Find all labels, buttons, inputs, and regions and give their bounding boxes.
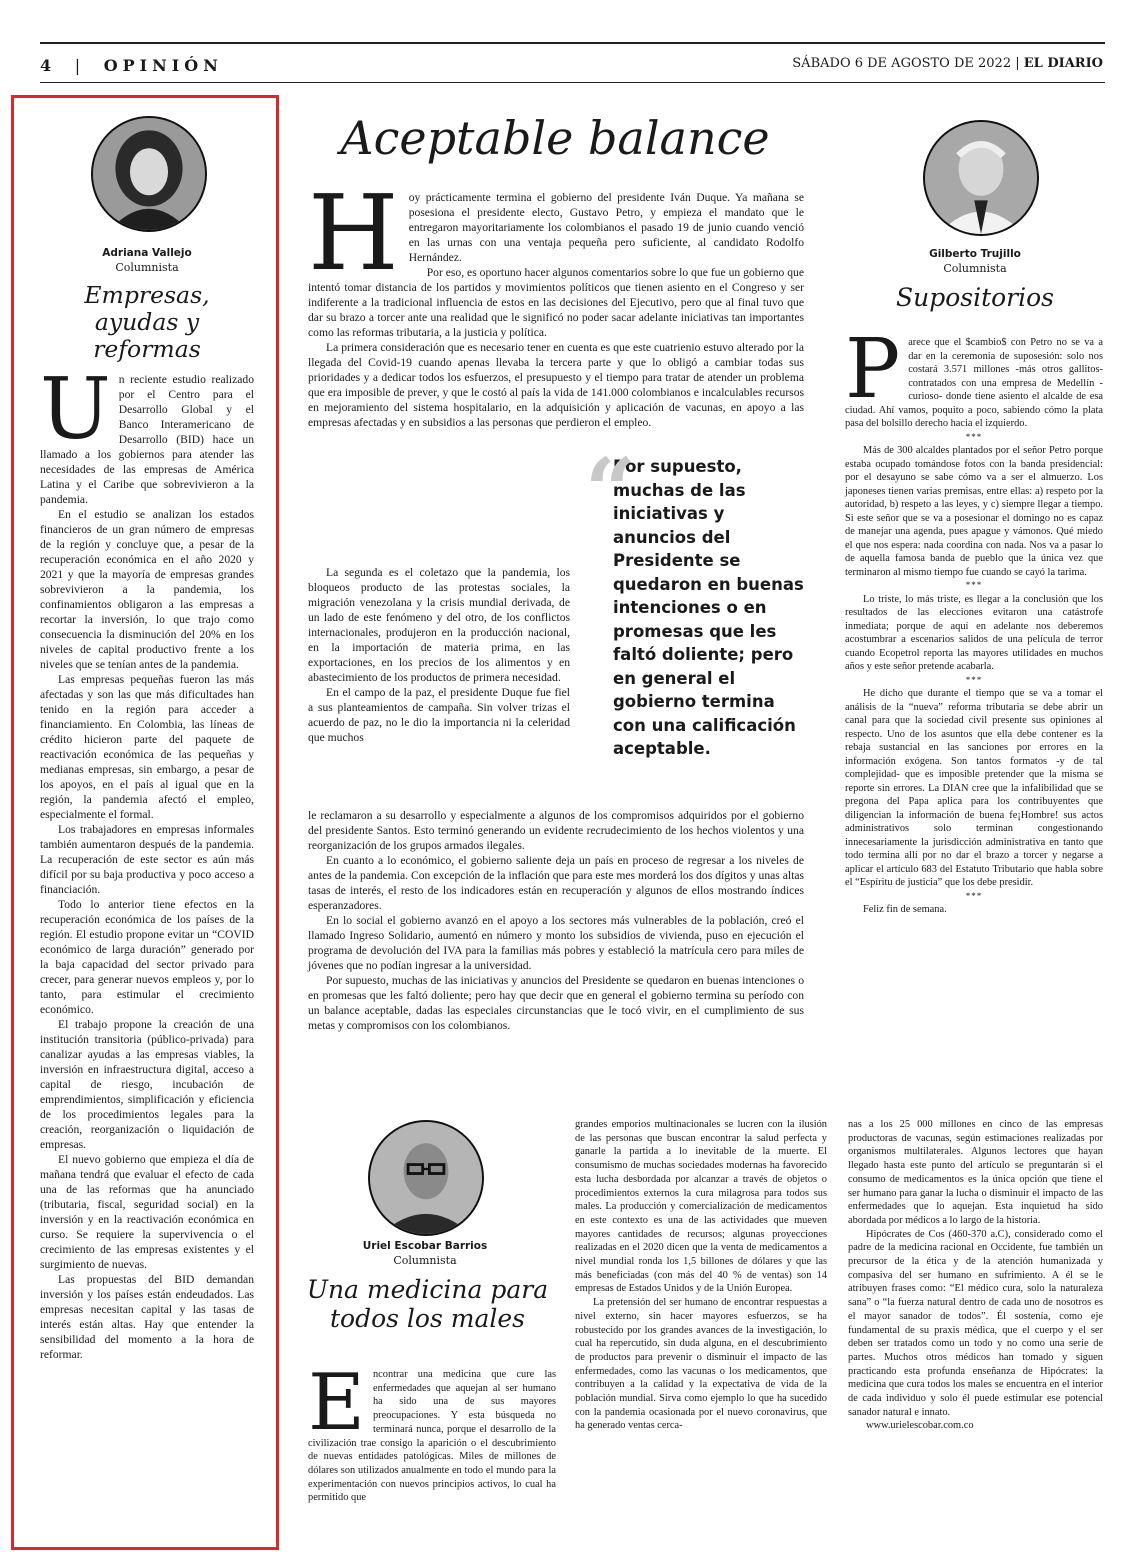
editorial-body-top	[308, 172, 804, 430]
author-name: Gilberto Trujillo	[929, 248, 1021, 260]
column-body	[575, 1118, 827, 1433]
paragraph: En el campo de la paz, el presidente Duque fue fiel a sus planteamientos de campaña. Sin volver trizas el acuerdo de paz, no le dio la importancia ni la celeridad que muchos	[308, 686, 570, 744]
paragraph: grandes emporios multinacionales se lucren con la ilusión de las personas que buscan encontrar la salud perfecta y ganarle la partida a lo inevitable de la muerte. El consumismo de muchas sociedades modernas ha favorecido esta lucha desbordada por alcanzar a través de objetos o procedimientos externos la cura milagrosa para todos sus males. La producción y comercialización de medicamentos en este contexto es una de las actividades que mueven mayores cantidades de recursos; algunas proyecciones realizadas en el 2020 dicen que la venta de medicamentos a nivel mundial ronda los 1,5 billones de dólares y que las más beneficiadas (con más del 40 % de ventas) son 14 empresas de Estados Unidos y de la Unión Europea.	[575, 1119, 827, 1295]
publication-name: EL DIARIO	[1023, 56, 1103, 71]
paragraph: En cuanto a lo económico, el gobierno saliente deja un país en proceso de regresar a los niveles de antes de la pandemia. Con excepción de la inflación que para este mes morderá los dos dígitos y unas altas tasas de interés, el resto de los indicadores están en recuperación y algunos de ellos mostrando índices esperanzadores.	[308, 854, 804, 912]
drop-cap: P	[845, 322, 901, 417]
author-photo-gilberto	[923, 120, 1039, 236]
paragraph: n reciente estudio realizado por el Centro para el Desarrollo Global y el Banco Interamericano de Desarrollo (BID) hace un llamado a los gobiernos para atender las necesidades de las empresas de América Latina y el Caribe que sobrevivieron a la pandemia.	[40, 373, 254, 506]
top-rule	[40, 42, 1105, 44]
section-name: OPINIÓN	[103, 56, 223, 75]
paragraph: El nuevo gobierno que empieza el día de mañana tendrá que evaluar el efecto de cada una de las reformas que ha anunciado (tributaria, fiscal, seguridad social) en la inversión y en la reactivación económica en curso. Se requiere la supervivencia o el crecimiento de las empresas existentes y el surgimiento de nuevas.	[40, 1153, 254, 1271]
editorial-body-bottom	[308, 808, 804, 1033]
separator-stars: ***	[965, 674, 983, 685]
paragraph: En lo social el gobierno avanzó en el apoyo a los sectores más vulnerables de la población, creó el llamado Ingreso Solidario, aumentó en número y monto los subsidios de vivienda, puso en ejecución el programa de devolución del IVA para la familias más pobres y estableció la matrícula cero para miles de jóvenes que no podían ingresar a la universidad.	[308, 914, 804, 972]
author-name: Adriana Vallejo	[102, 247, 192, 259]
separator-stars: ***	[965, 431, 983, 442]
paragraph: le reclamaron a su desarrollo y especialmente a algunos de los compromisos adquiridos por el gobierno del presidente Santos. Esto terminó generando un evidente recrudecimiento de los hechos violentos y una reorganización de los grupos armados ilegales.	[308, 809, 804, 852]
paragraph: Por eso, es oportuno hacer algunos comentarios sobre lo que fue un gobierno que intentó tomar distancia de los partidos y movimientos políticos que tienen asiento en el Congreso y ser indiferente a la tradicional influencia de estos en las decisiones del Ejecutivo, pero que al final tuvo que dar su brazo a torcer ante una realidad que le significó no poder sacar adelante iniciativas tan importantes como las reformas tributaria, a la justicia y política.	[308, 266, 804, 339]
section-header	[40, 56, 223, 75]
separator-stars: ***	[965, 890, 983, 901]
header-bottom-rule	[40, 82, 1105, 83]
paragraph: nas a los 25 000 millones en cinco de las empresas productoras de vacunas, según estimaciones realizadas por organismos multilaterales. Algunos lectores que hayan llegado hasta este punto del artículo se preguntarán si el consumo de medicamentos es la única opción que tiene el ser humano para ganar la lucha o disminuir el impacto de las enfermedades que lo aquejan. Esta inquietud ha sido abordada por médicos a lo largo de la historia.	[848, 1119, 1103, 1226]
paragraph: Feliz fin de semana.	[863, 904, 947, 915]
drop-cap: U	[40, 360, 111, 458]
paragraph: Las empresas pequeñas fueron las más afectadas y son las que más dificultades han tenido en la región para acceder a financiamiento. En Colombia, las líneas de crédito hicieron parte del paquete de reactivación económica de las pequeñas y medianas empresas, sin embargo, a pesar de los apoyos, en el país al igual que en la región, la pandemia afectó el empleo, especialmente el formal.	[40, 673, 254, 821]
paragraph: He dicho que durante el tiempo que se va a tomar el análisis de la “nueva” reforma tributaria se debe abrir un canal para que la sociedad civil presente sus opiniones al respecto. Uno de los asuntos que ella debe contener es la rebaja sustancial en las sanciones por errores en la información exógena. Son tantos formatos -y de tal complejidad- que es imposible pretender que la misma se reporte sin errores. La DIAN cree que la infalibilidad que se pregona del Papa aplica para los contribuyentes que diligencian la información de buena fe¡Hombre! sus actos administrativos solo terminan congestionando innecesariamente la jurisdicción administrativa en tanto que todo termina allí por no dar el brazo a torcer y negarse a aplicar el artículo 683 del Estatuto Tributario que habla sobre el “Espíritu de justicia” que los debe presidir.	[845, 688, 1103, 888]
column-title: Una medicina para todos los males	[306, 1275, 549, 1333]
portrait-man-icon	[925, 122, 1037, 234]
paragraph: La segunda es el coletazo que la pandemia, los bloqueos producto de las protestas sociales, la migración venezolana y la crisis mundial derivada, de un lado de este fenómeno y del otro, de los conflictos internacionales, produjeron en la producción nacional, en la importación de materia prima, en las exportaciones, en los precios de los alimentos y en abastecimiento de los productos de primera necesidad.	[308, 566, 570, 684]
column-title: Supositorios	[895, 283, 1055, 312]
author-photo-adriana	[91, 116, 207, 232]
paragraph: arece que el $cambio$ con Petro no se va a dar en la ceremonia de suposesión: solo nos costará 3.571 millones -más otros gallitos- contratados con una empresa de Medellín -curioso- donde tiene asiento el alcalde de esa ciudad. Ahí vamos, poquito a poco, sabiendo cómo la plata pasa del bolsillo derecho hacia el izquierdo.	[845, 337, 1103, 429]
issue-date: SÁBADO 6 DE AGOSTO DE 2022	[792, 56, 1012, 71]
paragraph: Los trabajadores en empresas informales también aumentaron después de la pandemia. La recuperación de este sector es aún más difícil por su baja productiva y poco acceso a financiación.	[40, 823, 254, 896]
paragraph: La pretensión del ser humano de encontrar respuestas a nivel externo, sin hacer mayores esfuerzos, se ha robustecido por los grandes avances de la investigación, lo cual ha repercutido, sin duda alguna, en el descubrimiento de productos para prevenir o disminuir el impacto de las enfermedades, como las vacunas o los medicamentos, que contribuyen a la calidad y la expectativa de vida de la población mundial. Sirva como ejemplo lo que ha sucedido con la pandemia ocasionada por el nuevo coronavirus, que ha generado ventas cerca-	[575, 1297, 827, 1432]
author-role: Columnista	[943, 262, 1007, 275]
pull-quote-text: Por supuesto, muchas de las iniciativas y anuncios del Presidente se quedaron en buenas intenciones o en promesas que les faltó doliente; pero en general el gobierno termina con una calificación aceptable.	[613, 457, 804, 758]
quote-mark-icon: “	[585, 438, 636, 542]
author-website[interactable]: www.urielescobar.com.co	[866, 1420, 974, 1432]
column-title: Empresas, ayudas y reformas	[84, 281, 210, 364]
paragraph: El trabajo propone la creación de una institución transitoria (público-privada) para canalizar ayudas a las empresas viables, la inversión en infraestructura digital, acceso a capital de riesgo, incubación de emprendimientos, simplificación y eficiencia de los procedimientos legales para la creación, reorganización o liquidación de empresas.	[40, 1018, 254, 1151]
paragraph: Por supuesto, muchas de las iniciativas y anuncios del Presidente se quedaron en buenas intenciones o en promesas que les faltó doliente; pero hay que decir que en general el gobierno termina su período con un balance aceptable, dadas las especiales circunstancias que le tocó vivir, en el cumplimiento de sus metas y compromisos con los colombianos.	[308, 974, 804, 1032]
paragraph: Las propuestas del BID demandan inversión y los países están endeudados. Las empresas necesitan capital y las tasas de interés están altas. Hay que entender la sensibilidad del momento a la hora de reformar.	[40, 1273, 254, 1361]
paragraph: ncontrar una medicina que cure las enfermedades que aquejan al ser humano ha sido una de sus mayores preocupaciones. Y esta búsqueda no terminará nunca, porque el desarrollo de la civilización trae consigo la aparición o el descubrimiento de nuevas entidades patológicas. Miles de millones de dólares son utilizados anualmente en todo el mundo para la experimentación con nuevos principios activos, lo cual ha permitido que	[308, 1369, 556, 1504]
author-role: Columnista	[115, 261, 179, 274]
author-name: Uriel Escobar Barrios	[362, 1240, 488, 1252]
column-body	[40, 360, 254, 1362]
separator-stars: ***	[965, 580, 983, 590]
editorial-title: Aceptable balance	[340, 111, 770, 165]
paragraph: Hipócrates de Cos (460-370 a.C), considerado como el padre de la medicina racional en Occidente, fue también un precursor de la ética y de la atención humanizada y compasiva del ser humano en sufrimiento. A él se le atribuyen frases como: “El médico cura, solo la naturaleza sana” o “la fuerza natural dentro de cada uno de nosotros es el mayor sanador de todos”. Él sostenía, como eje fundamental de su praxis médica, que el cuerpo y el ser deben ser tratados como un todo y no como una serie de partes. Muchos otros médicos han tomado y siguen practicando esta profunda enseñanza de Hipócrates: la medicina que cura todos los males se encuentra en el interior de cada individuo y solo él puede estimular ese potencial sanador natural e innato.	[848, 1228, 1103, 1418]
paragraph: Más de 300 alcaldes plantados por el señor Petro porque estaba ocupado tomándose fotos con la banda presidencial: por el desayuno se sabe cómo va a ser el almuerzo. Los japoneses tienen varias premisas, entre ellas: a) respeto por la autoridad, b) respeto a las leyes, y c) siempre llegar a tiempo. Si este señor que se va a posesionar el domingo no es capaz de manejar una agenda, pues apague y vámonos. Qué miedo el que nos espera: nada coordina con nada. Nos va a pasar lo de aquella famosa banda de pueblo que la única vez que terminaron al mismo tiempo fue cuando se cayó la tarima.	[845, 445, 1103, 578]
paragraph: La primera consideración que es necesario tener en cuenta es que este cuatrienio estuvo alterado por la llegada del Covid-19 cuando apenas llevaba la tercera parte y que lo obligó a cambiar todas sus prioridades y a dedicar todos los esfuerzos, el presupuesto y el tiempo para tratar de atender un problema que era imposible de prever, y que le costó al país la vida de 141.000 colombianos e incalculables recursos en mejoramiento del sistema hospitalario, en la adquisición y aplicación de vacunas, en apoyo a las empresas afectadas y en subsidios a las personas que perdieron el empleo.	[308, 341, 804, 429]
paragraph: En el estudio se analizan los estados financieros de un gran número de empresas de la región y concluye que, a pesar de la recuperación económica en el año 2020 y 2021 y que la mayoría de empresas grandes sobrevivieron a la pandemia, los confinamientos obligaron a las empresas a recortar la inversión, lo que trajo como consecuencia la disminución del 20% en los niveles de capital productivo frente a los niveles que se tenían antes de la pandemia.	[40, 508, 254, 671]
pull-quote	[585, 438, 810, 761]
editorial-lead: oy prácticamente termina el gobierno del presidente Iván Duque. Ya mañana se posesiona el presidente electo, Gustavo Petro, y empieza el mandato que le entregaron mayoritariamente los colombianos el pasado 19 de junio cuando venció en las urnas con una ventaja pequeña pero suficiente, al candidato Rodolfo Hernández.	[408, 191, 804, 264]
header-separator: |	[74, 56, 86, 75]
paragraph: Todo lo anterior tiene efectos en la recuperación económica de los países de la región. El estudio propone evitar un “COVID económico de larga duración” generado por la baja capacidad del sector privado para crecer, para generar nuevos empleos y, por lo tanto, para estimular el crecimiento económico.	[40, 898, 254, 1016]
author-photo-uriel	[368, 1120, 484, 1236]
column-body	[845, 322, 1103, 917]
drop-cap: E	[308, 1358, 365, 1448]
date-line: SÁBADO 6 DE AGOSTO DE 2022 | EL DIARIO	[792, 56, 1103, 71]
portrait-woman-icon	[93, 118, 205, 230]
drop-cap: H	[308, 172, 399, 294]
portrait-man-glasses-icon	[370, 1122, 482, 1234]
page-number: 4	[40, 56, 57, 75]
editorial-body-left	[308, 565, 570, 745]
column-body	[848, 1118, 1103, 1433]
paragraph: Lo triste, lo más triste, es llegar a la conclusión que los resultados de las elecciones evitaron una catástrofe inmediata; porque de aquí en adelante nos deberemos acostumbrar a escenarios salidos de una película de terror cuando Ecopetrol reporta las mayores utilidades en muchos años y este señor pretende acabarla.	[845, 593, 1103, 672]
author-role: Columnista	[393, 1254, 457, 1267]
column-body	[308, 1358, 556, 1505]
